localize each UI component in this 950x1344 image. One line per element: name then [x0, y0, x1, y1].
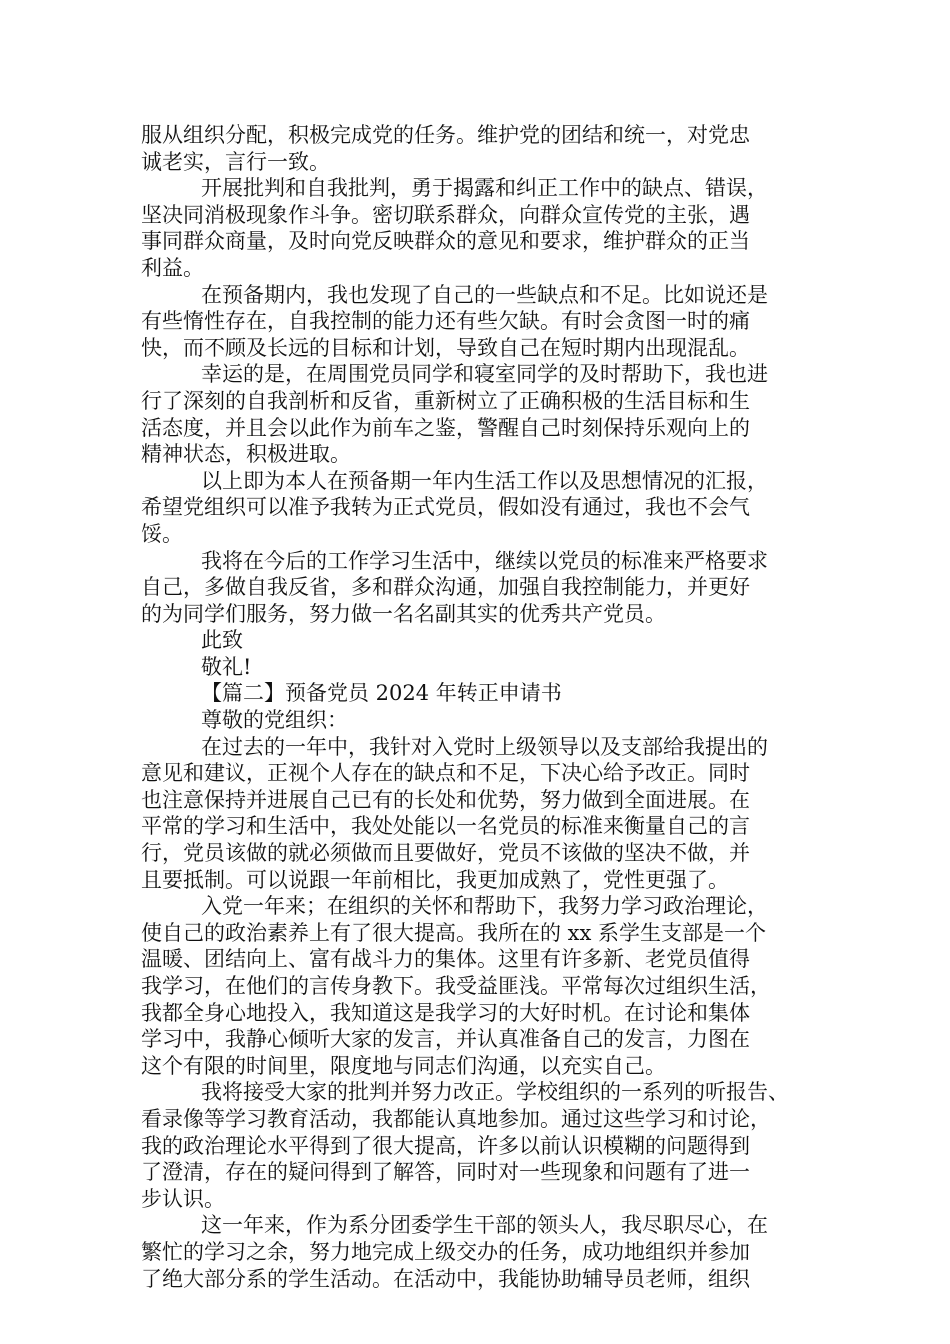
text-line: 有些惰性存在，自我控制的能力还有些欠缺。有时会贪图一时的痛	[141, 309, 750, 334]
text-line: 服从组织分配，积极完成党的任务。维护党的团结和统一，对党忠	[141, 123, 750, 147]
text-line: 以上即为本人在预备期一年内生活工作以及思想情况的汇报，	[201, 468, 768, 493]
text-line: 诚老实，言行一致。	[141, 149, 330, 174]
text-line: 【篇二】预备党员 2024 年转正申请书	[201, 681, 562, 706]
text-line: 看录像等学习教育活动，我都能认真地参加。通过这些学习和讨论，	[141, 1106, 771, 1131]
text-line: 这一年来，作为系分团委学生干部的领头人，我尽职尽心，在	[201, 1213, 768, 1238]
text-line: 快，而不顾及长远的目标和计划，导致自己在短时期内出现混乱。	[141, 335, 750, 360]
text-line: 开展批判和自我批判，勇于揭露和纠正工作中的缺点、错误，	[201, 176, 768, 201]
text-line: 温暖、团结向上、富有战斗力的集体。这里有许多新、老党员值得	[141, 947, 750, 972]
text-line: 行，党员该做的就必须做而且要做好，党员不该做的坚决不做，并	[141, 841, 750, 866]
text-line: 也注意保持并进展自己已有的长处和优势，努力做到全面进展。在	[141, 787, 750, 812]
text-line: 了澄清，存在的疑问得到了解答，同时对一些现象和问题有了进一	[141, 1160, 750, 1185]
text-line: 活态度，并且会以此作为前车之鉴，警醒自己时刻保持乐观向上的	[141, 415, 750, 440]
text-line: 步认识。	[141, 1186, 225, 1211]
text-line: 在过去的一年中，我针对入党时上级领导以及支部给我提出的	[201, 734, 768, 759]
text-line: 我将在今后的工作学习生活中，继续以党员的标准来严格要求	[201, 548, 768, 573]
text-line: 且要抵制。可以说跟一年前相比，我更加成熟了，党性更强了。	[141, 867, 729, 892]
text-line: 敬礼!	[201, 654, 252, 679]
text-line: 使自己的政治素养上有了很大提高。我所在的 xx 系学生支部是一个	[141, 920, 767, 945]
text-line: 平常的学习和生活中，我处处能以一名党员的标准来衡量自己的言	[141, 814, 750, 839]
text-line: 意见和建议，正视个人存在的缺点和不足，下决心给予改正。同时	[141, 761, 750, 786]
text-line: 我的政治理论水平得到了很大提高，许多以前认识模糊的问题得到	[141, 1133, 750, 1158]
text-line: 希望党组织可以准予我转为正式党员，假如没有通过，我也不会气	[141, 495, 750, 520]
text-line: 事同群众商量，及时向党反映群众的意见和要求，维护群众的正当	[141, 229, 750, 254]
text-line: 在预备期内，我也发现了自己的一些缺点和不足。比如说还是	[201, 282, 768, 307]
text-line: 利益。	[141, 255, 204, 280]
text-line: 了绝大部分系的学生活动。在活动中，我能协助辅导员老师，组织	[141, 1266, 750, 1291]
text-line: 自己，多做自我反省，多和群众沟通，加强自我控制能力，并更好	[141, 575, 750, 600]
text-line: 馁。	[141, 521, 183, 546]
text-line: 我将接受大家的批判并努力改正。学校组织的一系列的听报告、	[201, 1080, 789, 1105]
text-line: 我学习，在他们的言传身教下。我受益匪浅。平常每次过组织生活，	[141, 974, 771, 998]
text-line: 我都全身心地投入，我知道这是我学习的大好时机。在讨论和集体	[141, 1000, 750, 1025]
text-line: 幸运的是，在周围党员同学和寝室同学的及时帮助下，我也进	[201, 362, 768, 387]
text-line: 精神状态，积极进取。	[141, 442, 351, 467]
text-line: 尊敬的党组织：	[201, 708, 348, 733]
text-line: 学习中，我静心倾听大家的发言，并认真准备自己的发言，力图在	[141, 1027, 750, 1052]
text-line: 的为同学们服务，努力做一名名副其实的优秀共产党员。	[141, 601, 666, 626]
document-body	[141, 122, 811, 1292]
text-line: 此致	[201, 628, 243, 653]
text-line: 繁忙的学习之余，努力地完成上级交办的任务，成功地组织并参加	[141, 1239, 750, 1264]
text-line: 坚决同消极现象作斗争。密切联系群众，向群众宣传党的主张，遇	[141, 202, 750, 227]
text-line: 行了深刻的自我剖析和反省，重新树立了正确积极的生活目标和生	[141, 388, 750, 413]
text-line: 入党一年来；在组织的关怀和帮助下，我努力学习政治理论，	[201, 894, 768, 919]
text-line: 这个有限的时间里，限度地与同志们沟通，以充实自己。	[141, 1053, 666, 1078]
